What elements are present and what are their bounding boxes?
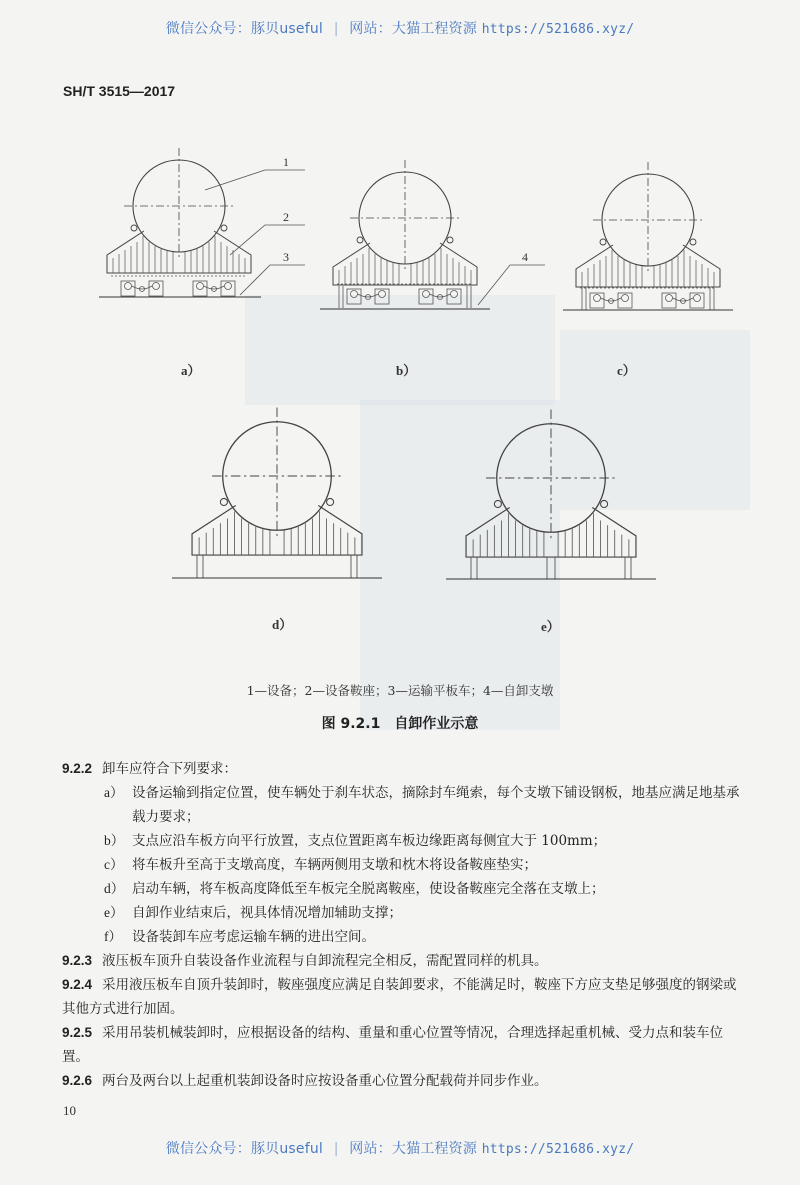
item-text: 支点应沿车板方向平行放置，支点位置距离车板边缘距离每侧宜大于 100mm； (132, 833, 607, 849)
clause-text: 液压板车顶升自装设备作业流程与自卸流程完全相反，需配置同样的机具。 (102, 953, 548, 969)
clause-9-2-2 (62, 757, 747, 781)
svg-text:3: 3 (283, 250, 289, 264)
clause-text: 采用液压板车自顶升装卸时，鞍座强度应满足自装卸要求，不能满足时，鞍座下方应支垫足够强度的钢梁或其他方式进行加固。 (62, 977, 737, 1017)
item-marker: e） (104, 905, 124, 920)
subfigure-label-b: b） (396, 363, 417, 378)
item-text: 设备装卸车应考虑运输车辆的进出空间。 (132, 929, 375, 945)
item-text: 将车板升至高于支墩高度，车辆两侧用支墩和枕木将设备鞍座垫实； (132, 857, 537, 873)
item-text: 启动车辆，将车板高度降低至车板完全脱离鞍座，使设备鞍座完全落在支墩上； (132, 881, 605, 897)
clause-9-2-6 (62, 1069, 747, 1093)
list-item-c (104, 853, 744, 877)
clause-9-2-3 (62, 949, 747, 973)
svg-text:1: 1 (283, 155, 289, 169)
list-item-d (104, 877, 744, 901)
subfigure-label-e: e） (541, 619, 560, 634)
clause-text: 两台及两台以上起重机装卸设备时应按设备重心位置分配载荷并同步作业。 (102, 1073, 548, 1089)
figure-e (446, 410, 656, 579)
item-marker: b） (104, 833, 125, 848)
item-text: 设备运输到指定位置，使车辆处于刹车状态，摘除封车绳索，每个支墩下铺设钢板，地基应满足地基承载力要求； (132, 785, 740, 825)
figure-title: 图 9.2.1 自卸作业示意 (321, 716, 479, 732)
clause-text: 卸车应符合下列要求： (102, 761, 238, 777)
clause-9-2-5 (62, 1021, 747, 1069)
figure-a (99, 148, 261, 297)
list-item-a (104, 781, 744, 829)
watermark-site: 网站：大猫工程资源 (349, 1141, 478, 1157)
item-marker: c） (104, 857, 124, 872)
subfigure-label-d: d） (272, 617, 293, 632)
item-marker: f） (104, 929, 122, 944)
watermark-site: 网站：大猫工程资源 (349, 21, 478, 37)
list-item-e (104, 901, 744, 925)
watermark-url[interactable]: https://521686.xyz/ (481, 22, 635, 37)
figure-d (172, 408, 382, 578)
watermark-wechat: 微信公众号：豚贝useful (165, 21, 324, 37)
clause-number: 9.2.4 (62, 977, 93, 992)
list-item-b (104, 829, 744, 853)
subfigure-label-a: a） (181, 363, 201, 378)
clause-text: 采用吊装机械装卸时，应根据设备的结构、重量和重心位置等情况，合理选择起重机械、受力点和装车位置。 (62, 1025, 724, 1065)
item-marker: a） (104, 785, 124, 800)
figure-b (320, 160, 490, 309)
clause-number: 9.2.2 (62, 761, 93, 776)
watermark-wechat: 微信公众号：豚贝useful (165, 1141, 324, 1157)
clause-number: 9.2.3 (62, 953, 93, 968)
standard-code: SH/T 3515—2017 (63, 83, 176, 99)
subfigure-label-c: c） (617, 363, 636, 378)
clause-number: 9.2.6 (62, 1073, 93, 1088)
figure-legend: 1—设备；2—设备鞍座；3—运输平板车；4—自卸支墩 (246, 683, 554, 698)
page-number: 10 (63, 1103, 76, 1118)
item-marker: d） (104, 881, 125, 896)
watermark-separator: | (333, 21, 339, 37)
watermark-separator: | (333, 1141, 339, 1157)
clause-number: 9.2.5 (62, 1025, 93, 1040)
list-item-f (104, 925, 744, 949)
clause-9-2-4 (62, 973, 747, 1021)
watermark-bottom (0, 1138, 800, 1158)
svg-text:4: 4 (522, 250, 528, 264)
svg-text:2: 2 (283, 210, 289, 224)
figure-c (563, 162, 733, 310)
item-text: 自卸作业结束后，视具体情况增加辅助支撑； (132, 905, 402, 921)
watermark-url[interactable]: https://521686.xyz/ (481, 1142, 635, 1157)
